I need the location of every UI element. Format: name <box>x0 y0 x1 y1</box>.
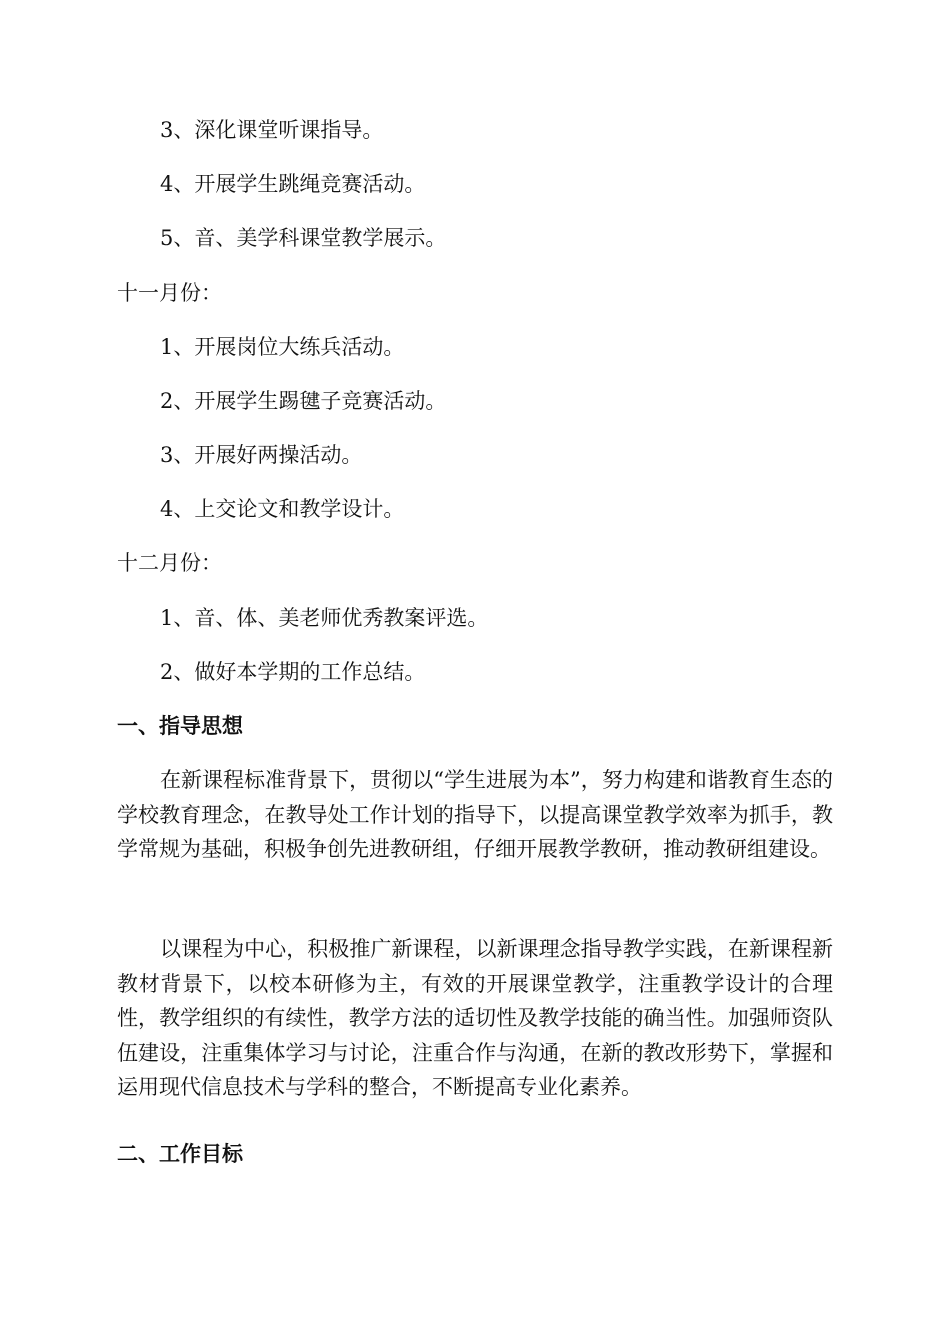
list-item: 1、开展岗位大练兵活动。 <box>160 335 405 359</box>
list-item: 2、开展学生踢毽子竞赛活动。 <box>160 389 447 413</box>
list-item: 2、做好本学期的工作总结。 <box>160 660 426 684</box>
list-item: 3、深化课堂听课指导。 <box>160 118 384 142</box>
list-item: 4、上交论文和教学设计。 <box>160 497 405 521</box>
list-item: 3、开展好两操活动。 <box>160 443 363 467</box>
list-item: 4、开展学生跳绳竞赛活动。 <box>160 172 426 196</box>
section-heading: 二、工作目标 <box>117 1142 243 1166</box>
month-label-november: 十一月份： <box>117 281 222 305</box>
month-label-december: 十二月份： <box>117 551 222 575</box>
body-paragraph: 以课程为中心，积极推广新课程，以新课理念指导教学实践，在新课程新教材背景下，以校本研修为主，有效的开展课堂教学，注重教学设计的合理性，教学组织的有续性，教学方法的适切性及教学技能的确当性。加强师资队伍建设，注重集体学习与讨论，注重合作与沟通，在新的教改形势下，掌握和运用现代信息技术与学科的整合，不断提高专业化素养。 <box>117 937 833 1099</box>
body-paragraph: 在新课程标准背景下，贯彻以“学生进展为本”，努力构建和谐教育生态的学校教育理念，在教导处工作计划的指导下，以提高课堂教学效率为抓手，教学常规为基础，积极争创先进教研组，仔细开展教学教研，推动教研组建设。 <box>117 768 833 861</box>
section-heading: 一、指导思想 <box>117 714 243 738</box>
list-item: 1、音、体、美老师优秀教案评选。 <box>160 606 489 630</box>
list-item: 5、音、美学科课堂教学展示。 <box>160 226 447 250</box>
